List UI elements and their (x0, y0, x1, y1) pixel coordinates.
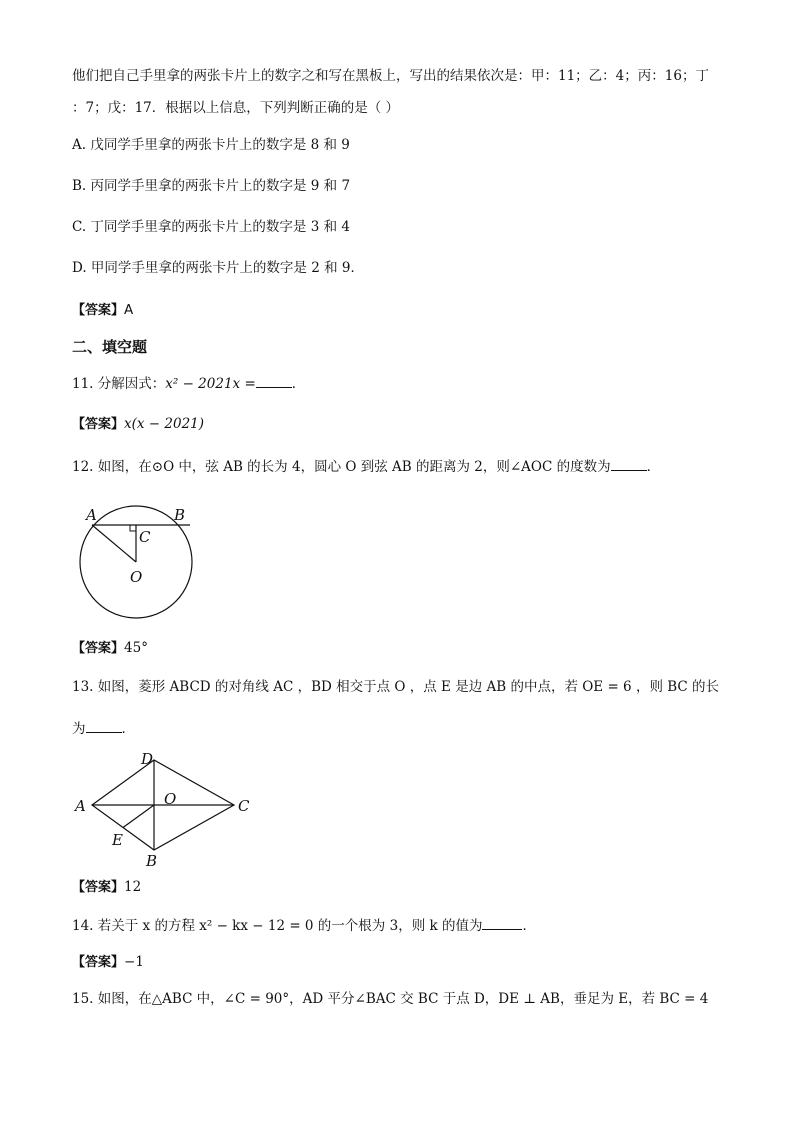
q13-rhombus-figure (72, 748, 272, 873)
label-c: C (139, 528, 151, 546)
answer-label: 【答案】 (72, 303, 125, 318)
label-d: D (141, 750, 154, 768)
q10-stem-line2: ：7；戊：17．根据以上信息，下列判断正确的是（ ） (72, 100, 400, 116)
q12-answer (72, 638, 148, 659)
segment-ao (92, 525, 136, 562)
label-e: E (112, 831, 123, 849)
label-b: B (146, 852, 158, 870)
q13-answer-value: 12 (124, 879, 142, 895)
label-a: A (75, 797, 86, 815)
q13-line2-suffix: ． (121, 721, 135, 737)
segment-oe (123, 805, 154, 828)
q10-option-a: A. 戊同学手里拿的两张卡片上的数字是 8 和 9 (72, 137, 350, 153)
answer-label: 【答案】 (72, 955, 125, 970)
q13-stem-line2 (72, 718, 135, 739)
q11-answer-value: x(x − 2021) (124, 416, 205, 432)
answer-label: 【答案】 (72, 641, 125, 656)
q14-stem (72, 915, 536, 936)
label-b: B (174, 506, 186, 524)
q14-answer (72, 952, 144, 973)
q10-option-b: B. 丙同学手里拿的两张卡片上的数字是 9 和 7 (72, 178, 351, 194)
q13-stem-line1: 13. 如图，菱形 ABCD 的对角线 AC ，BD 相交于点 O ，点 E 是边 AB 的中点，若 OE = 6 ，则 BC 的长 (72, 679, 720, 695)
q11-answer (72, 414, 204, 435)
answer-label: 【答案】 (72, 417, 125, 432)
section-heading: 二、填空题 (72, 338, 148, 356)
q12-suffix: ． (646, 459, 661, 475)
q13-line2-prefix: 为 (72, 721, 86, 737)
right-angle-mark (130, 525, 136, 531)
q12-stem (72, 456, 660, 477)
q10-stem-line1: 他们把自己手里拿的两张卡片上的数字之和写在黑板上，写出的结果依次是：甲：11；乙：4；丙：16；丁 (72, 68, 709, 84)
q11-expression: x² − 2021x = (165, 376, 256, 392)
q14-text: 14. 若关于 x 的方程 x² − kx − 12 = 0 的一个根为 3，则 k 的值为 (72, 918, 483, 934)
answer-label: 【答案】 (72, 880, 125, 895)
q12-circle-figure (72, 500, 212, 625)
q11-stem (72, 373, 305, 394)
q12-text: 12. 如图，在⊙O 中，弦 AB 的长为 4，圆心 O 到弦 AB 的距离为 2，则∠AOC 的度数为 (72, 459, 611, 475)
q11-blank (256, 373, 292, 388)
q15-stem: 15. 如图，在△ABC 中，∠C = 90°，AD 平分∠BAC 交 BC 于点 D，DE ⊥ AB，垂足为 E，若 BC = 4 (72, 991, 709, 1007)
q10-option-c: C. 丁同学手里拿的两张卡片上的数字是 3 和 4 (72, 219, 350, 235)
q14-blank (482, 915, 522, 930)
q13-blank (86, 718, 122, 733)
label-o: O (130, 568, 143, 586)
q14-suffix: ． (522, 918, 536, 934)
q10-answer-value: A (124, 302, 134, 318)
q11-suffix: ． (291, 376, 306, 392)
q12-answer-value: 45° (124, 640, 148, 656)
label-c: C (238, 797, 250, 815)
label-a: A (86, 506, 97, 524)
q10-answer (72, 300, 133, 321)
q11-prefix: 11. 分解因式： (72, 376, 166, 392)
label-o: O (164, 790, 177, 808)
q10-option-d: D. 甲同学手里拿的两张卡片上的数字是 2 和 9． (72, 260, 364, 276)
q13-answer (72, 877, 141, 898)
q12-blank (611, 456, 647, 471)
q14-answer-value: −1 (124, 954, 144, 970)
